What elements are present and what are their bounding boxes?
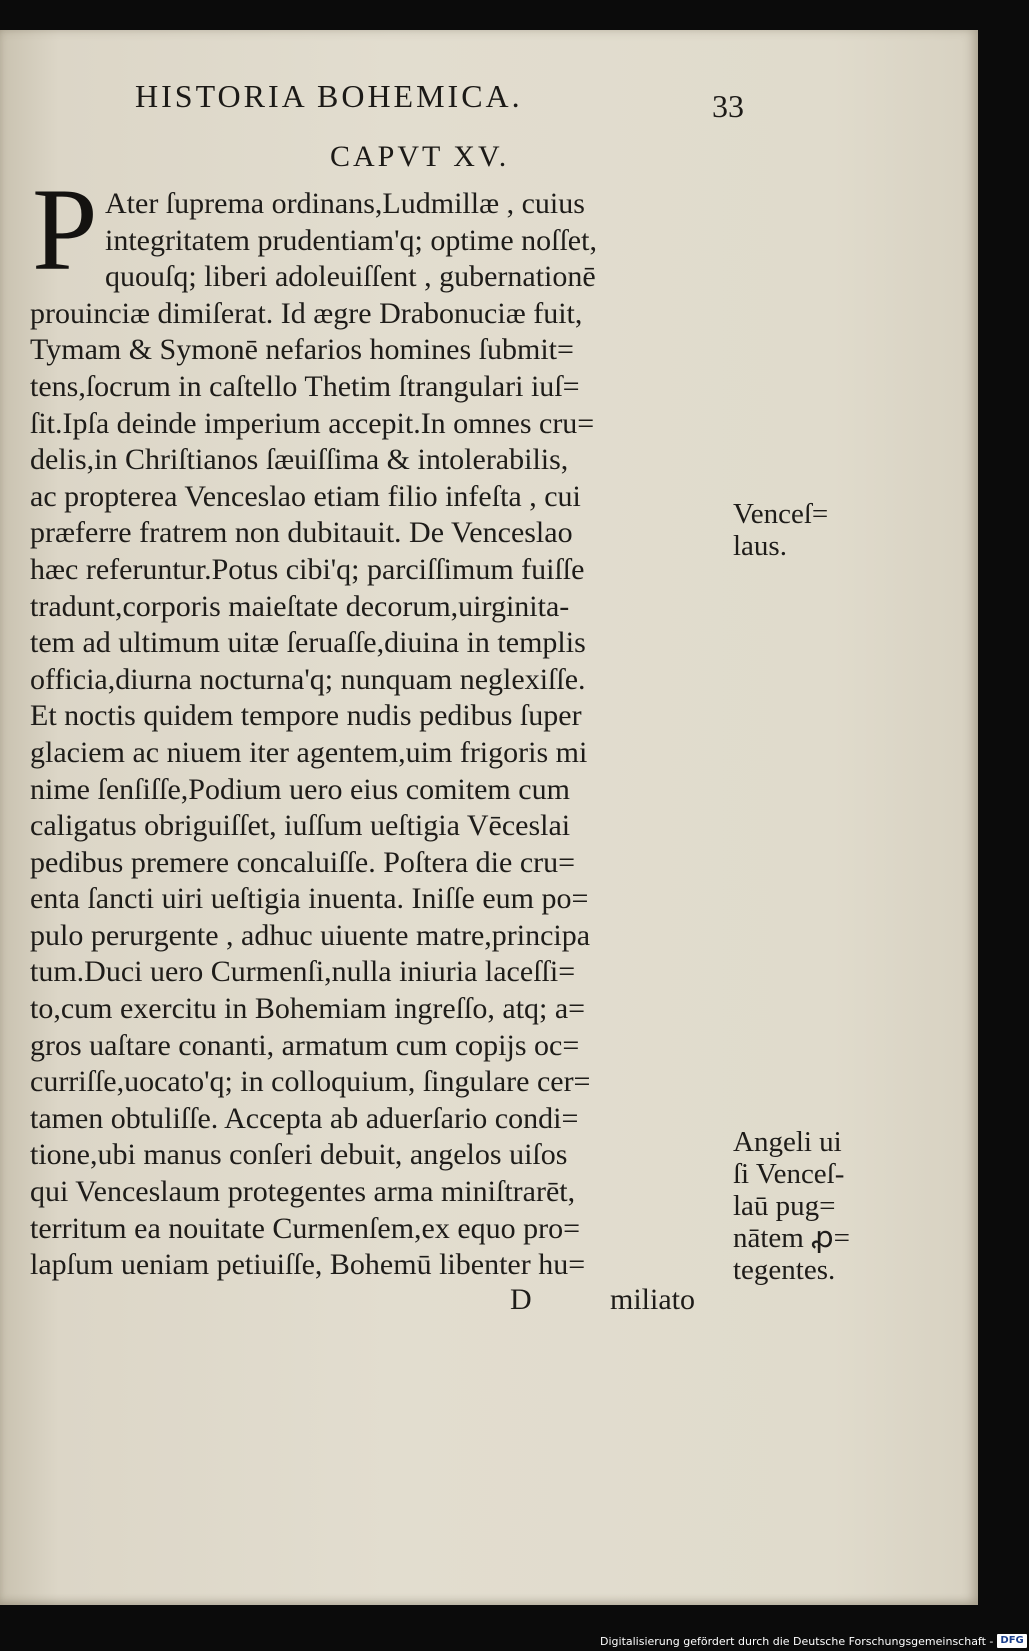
margin-note-line: laus. [733, 530, 787, 562]
chapter-heading: CAPVT XV. [330, 140, 510, 173]
dfg-logo-icon: DFG [997, 1634, 1026, 1648]
text-line: gros uaſtare conanti, armatum cum copijs oc= [30, 1028, 580, 1062]
text-line: officia,diurna nocturna'q; nunquam neglexiſſe. [30, 662, 586, 696]
margin-note-venceslaus [733, 498, 828, 562]
margin-note-line: Angeli ui [733, 1126, 842, 1158]
margin-note-line: Vencеſ= [733, 498, 829, 530]
text-line: quouſq; liberi adoleuiſſent , gubernationē [105, 260, 596, 294]
text-line: glaciem ac niuem iter agentem,uim frigoris mi [30, 735, 588, 769]
margin-note-line: ſi Venceſ- [733, 1158, 845, 1190]
drop-cap: P [32, 164, 98, 295]
text-line: Tymam & Symonē nefarios homines ſubmit= [30, 333, 574, 367]
text-line: lapſum ueniam petiuiſſe, Bohemū libenter hu= [30, 1248, 586, 1282]
text-line: tione,ubi manus conſeri debuit, angelos uiſos [30, 1138, 568, 1172]
text-line: Et noctis quidem tempore nudis pedibus ſuper [30, 699, 582, 733]
text-line: pedibus premere concaluiſſe. Poſtera die cru= [30, 845, 576, 879]
text-line: integritatem prudentiam'q; optime noſſet, [105, 223, 597, 257]
text-line: prouinciæ dimiſerat. Id ægre Drabonuciæ fuit, [30, 296, 583, 330]
text-line: tem ad ultimum uitæ ſeruaſſe,diuina in templis [30, 626, 586, 660]
text-line: caligatus obriguiſſet, iuſſum ueſtigia Vēceslai [30, 809, 571, 843]
running-title: HISTORIA BOHEMICA. [135, 78, 523, 114]
margin-note-line: nātem ꝓ= [733, 1222, 850, 1254]
margin-note-angeli [733, 1126, 850, 1286]
text-line: pulo perurgente , adhuc uiuente matre,principa [30, 918, 591, 952]
text-line: ſit.Ipſa deinde imperium accepit.In omnes cru= [30, 406, 595, 440]
text-line: to,cum exercitu in Bohemiam ingreſſo, atq; a= [30, 992, 586, 1026]
body-text [30, 186, 730, 1284]
text-line: tradunt,corporis maieſtate decorum,uirginita- [30, 589, 570, 623]
margin-note-line: tegentes. [733, 1254, 836, 1286]
text-line: territum ea nouitate Curmenſem,ex equo pro= [30, 1211, 581, 1245]
text-line: tamen obtuliſſe. Accepta ab aduerſario condi= [30, 1101, 579, 1135]
catchword: miliato [610, 1283, 695, 1316]
text-line: præferre fratrem non dubitauit. De Venceslao [30, 516, 573, 550]
text-line: delis,in Chriſtianos ſæuiſſima & intolerabilis, [30, 443, 569, 477]
signature-mark: D [510, 1283, 532, 1316]
text-line: enta ſancti uiri ueſtigia inuenta. Iniſſe eum po= [30, 882, 589, 916]
margin-note-line: laū pug= [733, 1190, 836, 1222]
text-line: qui Venceslaum protegentes arma miniſtrarēt, [30, 1175, 576, 1209]
page-number: 33 [712, 88, 744, 124]
text-line: ac propterea Venceslao etiam filio infeſta , cui [30, 479, 581, 513]
text-line: hæc referuntur.Potus cibi'q; parciſſimum fuiſſe [30, 552, 585, 586]
digitization-credit-bar [600, 1632, 1024, 1651]
text-line: nime ſenſiſſe,Podium uero eius comitem cum [30, 772, 570, 806]
digitization-credit-text: Digitalisierung gefördert durch die Deutsche Forschungsgemeinschaft - [600, 1635, 994, 1648]
text-line: tens,ſocrum in caſtello Thetim ſtrangulari iuſ= [30, 369, 580, 403]
text-line: Ater ſuprema ordinans,Ludmillæ , cuius [105, 187, 585, 220]
text-line: tum.Duci uero Curmenſi,nulla iniuria laceſſi= [30, 955, 576, 989]
text-line: curriſſe,uocato'q; in colloquium, ſingulare cer= [30, 1065, 591, 1099]
